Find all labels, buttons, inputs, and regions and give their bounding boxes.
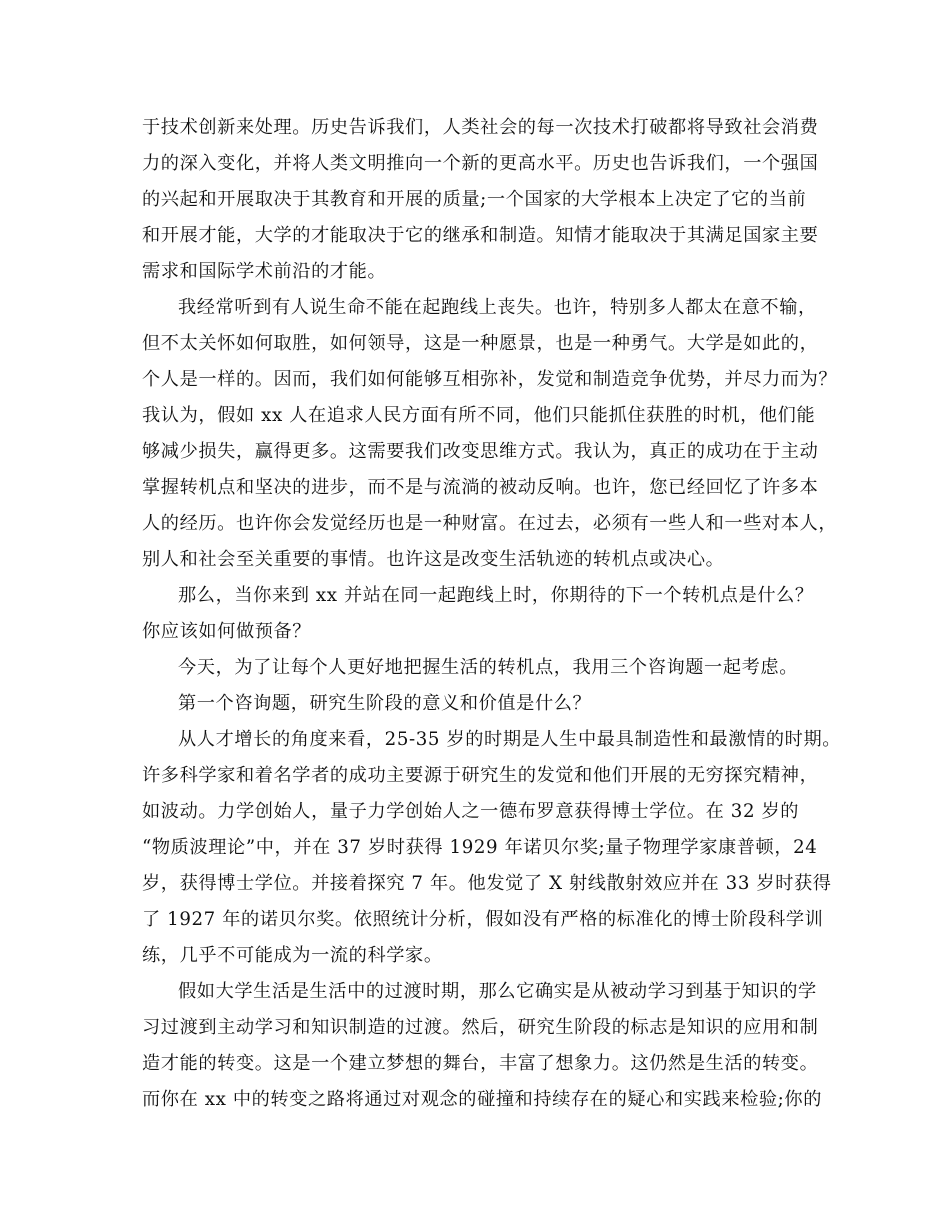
text-line: 需求和国际学术前沿的才能。 <box>142 261 387 282</box>
text-line: 你应该如何做预备？ <box>142 621 312 642</box>
text-line: 我认为，假如 xx 人在追求人民方面有所不同，他们只能抓住获胜的时机，他们能 <box>142 405 816 426</box>
text-line: “物质波理论”中，并在 37 岁时获得 1929 年诺贝尔奖;量子物理学家康普顿，24 <box>142 837 818 858</box>
text-line: 掌握转机点和坚决的进步，而不是与流淌的被动反响。也许，您已经回忆了许多本 <box>142 477 819 498</box>
paragraph-first-line: 那么，当你来到 xx 并站在同一起跑线上时，你期待的下一个转机点是什么？ <box>178 585 814 606</box>
text-line: 练，几乎不可能成为一流的科学家。 <box>142 945 443 966</box>
text-line: 于技术创新来处理。历史告诉我们，人类社会的每一次技术打破都将导致社会消费 <box>142 117 819 138</box>
text-line: 如波动。力学创始人，量子力学创始人之一德布罗意获得博士学位。在 32 岁的 <box>142 801 800 822</box>
text-line: 人的经历。也许你会发觉经历也是一种财富。在过去，必须有一些人和一些对本人， <box>142 513 838 534</box>
text-line: 了 1927 年的诺贝尔奖。依照统计分析，假如没有严格的标准化的博士阶段科学训 <box>142 909 824 930</box>
paragraph-first-line: 假如大学生活是生活中的过渡时期，那么它确实是从被动学习到基于知识的学 <box>178 981 817 1002</box>
text-line: 而你在 xx 中的转变之路将通过对观念的碰撞和持续存在的疑心和实践来检验;你的 <box>142 1089 822 1110</box>
paragraph-first-line: 从人才增长的角度来看，25-35 岁的时期是人生中最具制造性和最激情的时期。 <box>178 729 842 750</box>
text-line: 个人是一样的。因而，我们如何能够互相弥补，发觉和制造竞争优势，并尽力而为？ <box>142 369 838 390</box>
text-line: 岁，获得博士学位。并接着探究 7 年。他发觉了 X 射线散射效应并在 33 岁时获得 <box>142 873 832 894</box>
paragraph-first-line: 我经常听到有人说生命不能在起跑线上丧失。也许，特别多人都太在意不输， <box>178 297 817 318</box>
text-line: 习过渡到主动学习和知识制造的过渡。然后，研究生阶段的标志是知识的应用和制 <box>142 1017 819 1038</box>
text-line: 许多科学家和着名学者的成功主要源于研究生的发觉和他们开展的无穷探究精神， <box>142 765 819 786</box>
text-line: 但不太关怀如何取胜，如何领导，这是一种愿景，也是一种勇气。大学是如此的， <box>142 333 819 354</box>
paragraph-first-line: 第一个咨询题，研究生阶段的意义和价值是什么？ <box>178 693 592 714</box>
text-line: 力的深入变化，并将人类文明推向一个新的更高水平。历史也告诉我们，一个强国 <box>142 153 819 174</box>
text-line: 的兴起和开展取决于其教育和开展的质量;一个国家的大学根本上决定了它的当前 <box>142 189 807 210</box>
text-line: 和开展才能，大学的才能取决于它的继承和制造。知情才能取决于其满足国家主要 <box>142 225 819 246</box>
paragraph-first-line: 今天，为了让每个人更好地把握生活的转机点，我用三个咨询题一起考虑。 <box>178 657 798 678</box>
text-line: 够减少损失，赢得更多。这需要我们改变思维方式。我认为，真正的成功在于主动 <box>142 441 819 462</box>
text-line: 别人和社会至关重要的事情。也许这是改变生活轨迹的转机点或决心。 <box>142 549 725 570</box>
text-line: 造才能的转变。这是一个建立梦想的舞台，丰富了想象力。这仍然是生活的转变。 <box>142 1053 819 1074</box>
